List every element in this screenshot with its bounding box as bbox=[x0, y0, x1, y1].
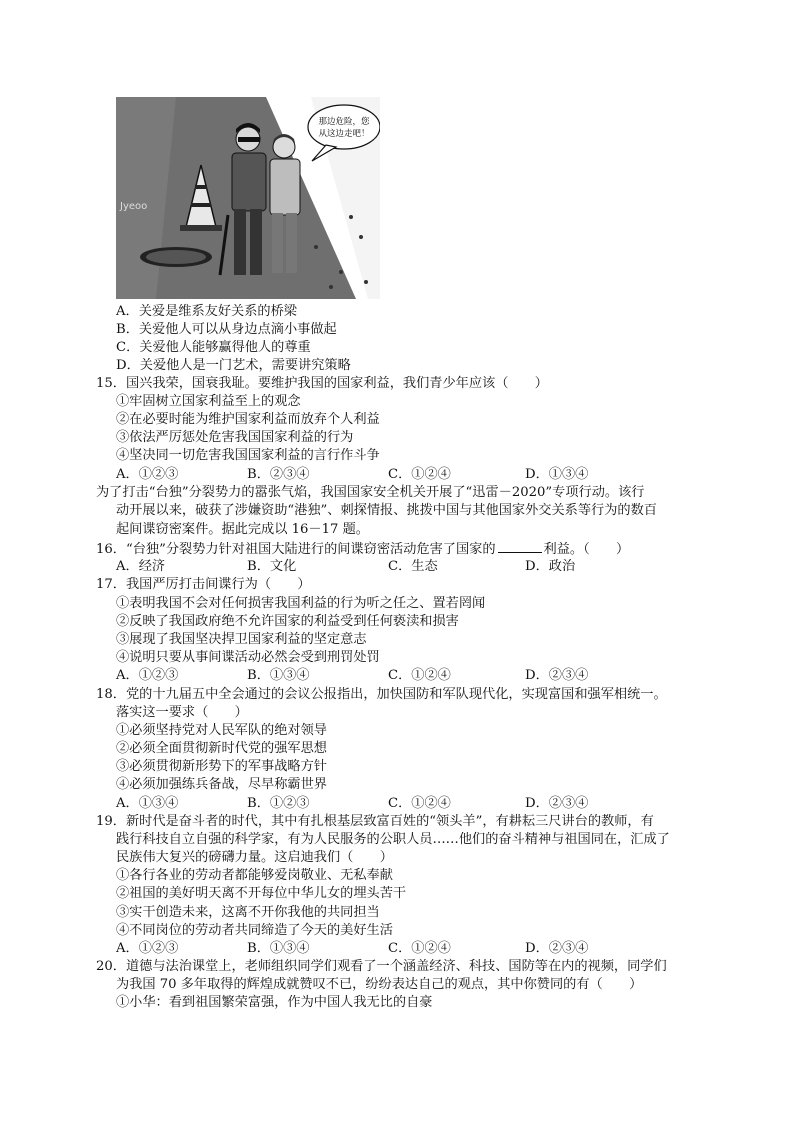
material-line-2: 动开展以来，破获了涉嫌资助“港独”、刺探情报、挑拨中国与其他国家外交关系等行为的数百 bbox=[116, 503, 657, 518]
q19-choice-d: D．②③④ bbox=[525, 941, 589, 956]
q17-choice-a: A．①②③ bbox=[116, 668, 179, 683]
q18-stem-line-1: 18．党的十九届五中全会通过的会议公报指出，加快国防和军队现代化，实现富国和强军相统一。 bbox=[96, 687, 667, 702]
q17-choice-c: C．①②④ bbox=[388, 668, 451, 683]
q15-item-1: ①牢固树立国家利益至上的观念 bbox=[116, 394, 301, 409]
q18-choice-a: A．①③④ bbox=[116, 796, 179, 811]
q17-item-3: ③展现了我国坚决捍卫国家利益的坚定意志 bbox=[116, 632, 367, 647]
q18-item-1: ①必须坚持党对人民军队的绝对领导 bbox=[116, 723, 327, 738]
material-line-3: 起间谍窃密案件。据此完成以 16－17 题。 bbox=[116, 522, 369, 537]
q15-item-3: ③依法严厉惩处危害我国国家利益的行为 bbox=[116, 430, 354, 445]
q15-choice-c: C．①②④ bbox=[388, 467, 451, 482]
q14-option-c: C．关爱他人能够赢得他人的尊重 bbox=[116, 340, 311, 355]
q19-stem-line-2: 践行科技自立自强的科学家，有为人民服务的公职人员……他们的奋斗精神与祖国同在，汇成了 bbox=[116, 832, 670, 847]
speech-line-2: 从这边走吧！ bbox=[318, 129, 370, 139]
q18-item-4: ④必须加强练兵备战，尽早称霸世界 bbox=[116, 777, 327, 792]
q16-blank bbox=[498, 539, 542, 553]
q18-choice-d: D．②③④ bbox=[525, 796, 589, 811]
cartoon-illustration bbox=[116, 97, 380, 299]
q15-choice-b: B．②③④ bbox=[247, 467, 310, 482]
q19-choice-a: A．①②③ bbox=[116, 941, 179, 956]
q20-stem-line-2: 为我国 70 多年取得的辉煌成就赞叹不已，纷纷表达自己的观点，其中你赞同的有（ ） bbox=[116, 977, 643, 992]
q16-choice-a: A．经济 bbox=[116, 559, 166, 574]
q17-item-2: ②反映了我国政府绝不允许国家的利益受到任何亵渎和损害 bbox=[116, 614, 459, 629]
q15-stem: 15．国兴我荣，国衰我耻。要维护我国的国家利益，我们青少年应该（ ） bbox=[96, 376, 548, 391]
watermark: Jyeoo bbox=[120, 201, 148, 212]
q19-item-4: ④不同岗位的劳动者共同缔造了今天的美好生活 bbox=[116, 923, 393, 938]
q20-item-1: ①小华：看到祖国繁荣富强，作为中国人我无比的自豪 bbox=[116, 995, 433, 1010]
q19-choice-c: C．①②④ bbox=[388, 941, 451, 956]
q18-item-2: ②必须全面贯彻新时代党的强军思想 bbox=[116, 741, 327, 756]
q16-stem-after: 利益。（ ） bbox=[543, 542, 630, 557]
q16-choice-c: C．生态 bbox=[388, 559, 438, 574]
q19-stem-line-3: 民族伟大复兴的磅礴力量。这启迪我们（ ） bbox=[116, 850, 393, 865]
q19-choice-b: B．①③④ bbox=[247, 941, 310, 956]
q18-item-3: ③必须贯彻新形势下的军事战略方针 bbox=[116, 759, 327, 774]
q14-option-b: B．关爱他人可以从身边点滴小事做起 bbox=[116, 322, 337, 337]
q16-choice-b: B．文化 bbox=[247, 559, 297, 574]
q16-stem bbox=[96, 539, 629, 559]
q14-option-a: A．关爱是维系友好关系的桥梁 bbox=[116, 304, 297, 319]
q15-item-4: ④坚决同一切危害我国国家利益的言行作斗争 bbox=[116, 448, 380, 463]
q19-item-1: ①各行各业的劳动者都能够爱岗敬业、无私奉献 bbox=[116, 868, 393, 883]
q20-stem-line-1: 20．道德与法治课堂上，老师组织同学们观看了一个涵盖经济、科技、国防等在内的视频，同学们 bbox=[96, 959, 667, 974]
q15-choice-d: D．①③④ bbox=[525, 467, 589, 482]
q19-item-2: ②祖国的美好明天离不开每位中华儿女的埋头苦干 bbox=[116, 886, 407, 901]
q19-item-3: ③实干创造未来，这离不开你我他的共同担当 bbox=[116, 905, 380, 920]
q17-choice-d: D．②③④ bbox=[525, 668, 589, 683]
q16-stem-before: 16．“台独”分裂势力针对祖国大陆进行的间谍窃密活动危害了国家的 bbox=[96, 542, 496, 557]
q15-choice-a: A．①②③ bbox=[116, 467, 179, 482]
q14-option-d: D．关爱他人是一门艺术，需要讲究策略 bbox=[116, 358, 351, 373]
q17-stem: 17．我国严厉打击间谍行为（ ） bbox=[96, 577, 311, 592]
q17-item-1: ①表明我国不会对任何损害我国利益的行为听之任之、置若罔闻 bbox=[116, 596, 486, 611]
q19-stem-line-1: 19．新时代是奋斗者的时代，其中有扎根基层致富百姓的“领头羊”，有耕耘三尺讲台的教师，有 bbox=[96, 814, 654, 829]
q17-choice-b: B．①③④ bbox=[247, 668, 310, 683]
material-line-1: 为了打击“台独”分裂势力的嚣张气焰，我国国家安全机关开展了“迅雷－2020”专项行动。该行 bbox=[96, 485, 645, 500]
q17-item-4: ④说明只要从事间谍活动必然会受到刑罚处罚 bbox=[116, 650, 380, 665]
speech-line-1: 那边危险，您 bbox=[318, 117, 370, 127]
q15-item-2: ②在必要时能为维护国家利益而放弃个人利益 bbox=[116, 412, 380, 427]
q18-stem-line-2: 落实这一要求（ ） bbox=[116, 705, 248, 720]
q16-choice-d: D．政治 bbox=[525, 559, 576, 574]
q18-choice-b: B．①②③ bbox=[247, 796, 310, 811]
q18-choice-c: C．①②④ bbox=[388, 796, 451, 811]
